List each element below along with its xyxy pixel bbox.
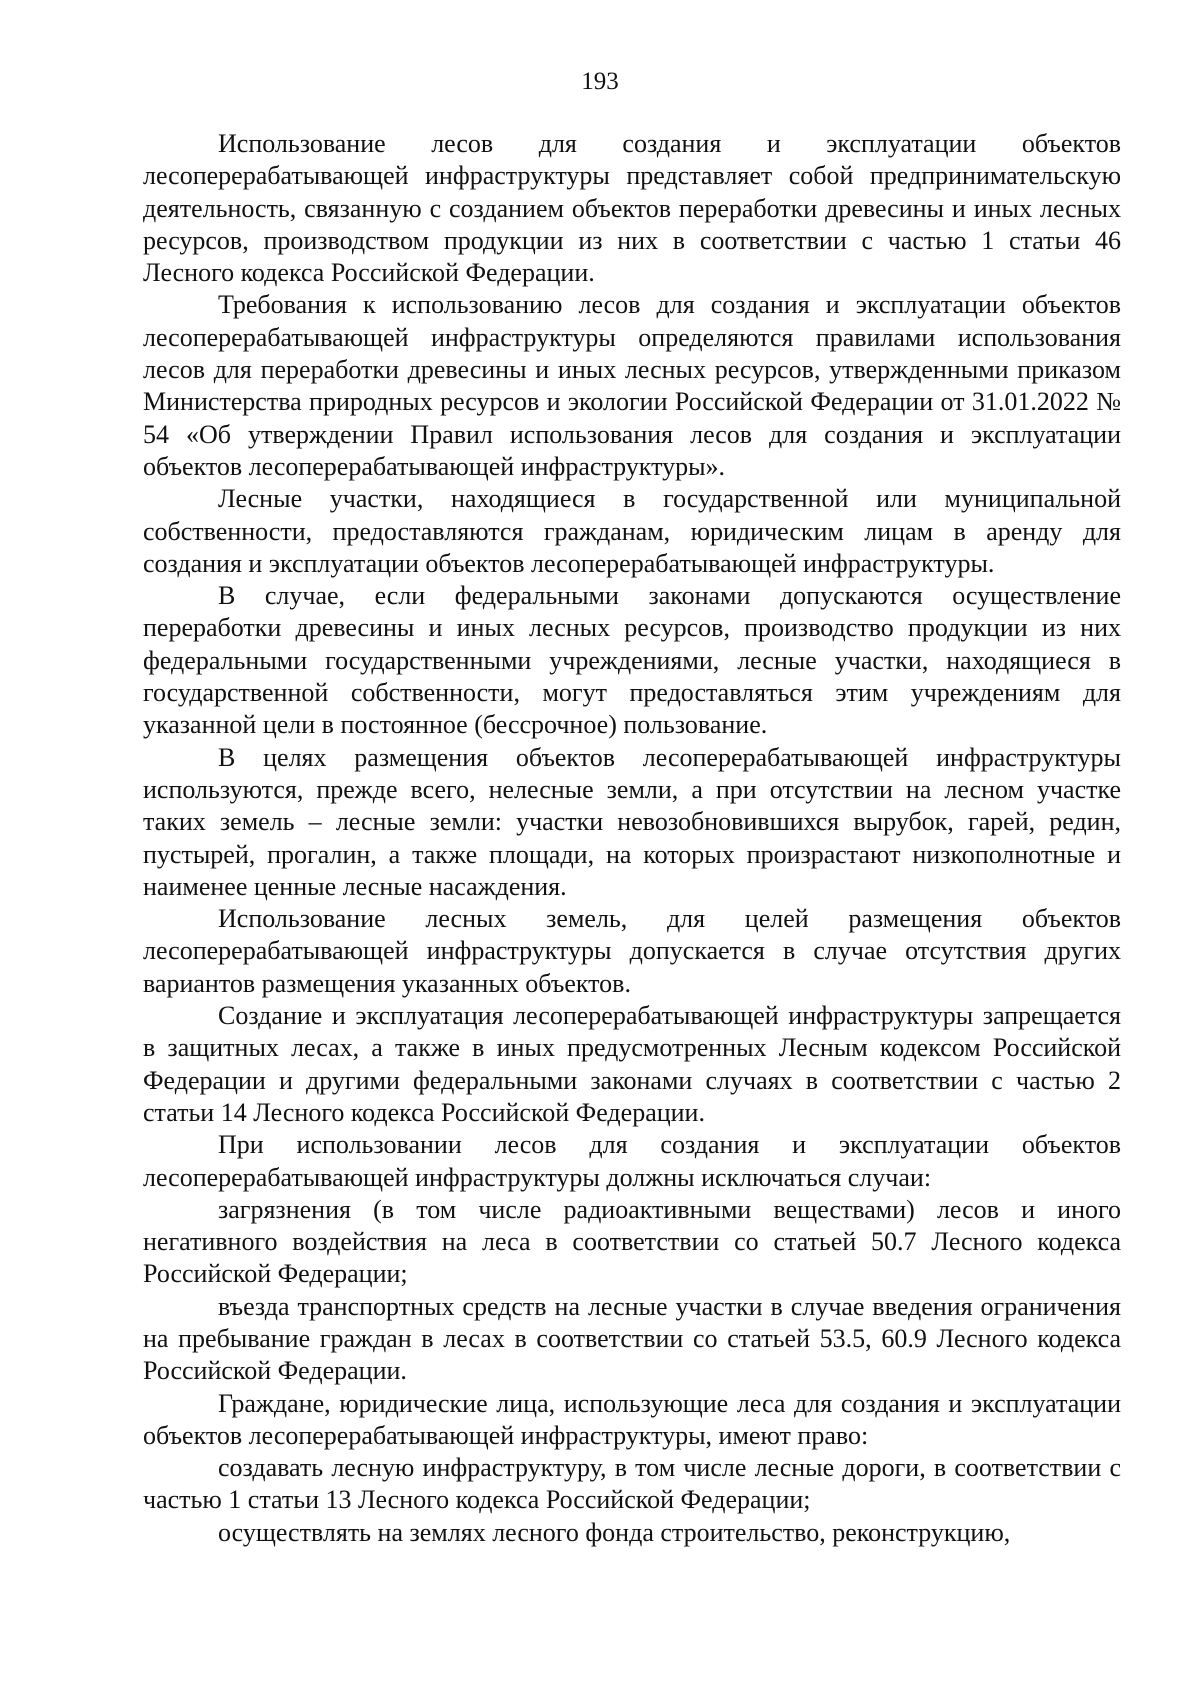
paragraph-lease: Лесные участки, находящиеся в государственной или муниципальной собственности, предоставляются гражданам, юридическим лицам в аренду для создания и эксплуатации объектов лесоперерабатывающей инфраструктуры.	[143, 484, 1121, 578]
list-item-vehicle-entry: въезда транспортных средств на лесные участки в случае введения ограничения на пребывание граждан в лесах в соответствии со статьей 53.5, 60.9 Лесного кодекса Российской Федерации.	[143, 1291, 1121, 1386]
list-item-create-infrastructure: создавать лесную инфраструктуру, в том числе лесные дороги, в соответствии с частью 1 статьи 13 Лесного кодекса Российской Федерации;	[143, 1453, 1121, 1515]
paragraph-forest-use-definition: Использование лесов для создания и эксплуатации объектов лесоперерабатывающей инфраструктуры представляет собой предпринимательскую деятельность, связанную с созданием объектов переработки древесины и иных лесных ресурсов, производством продукции из них в соответствии с частью 1 статьи 46 Лесного кодекса Российской Федерации.	[143, 129, 1121, 288]
paragraph-permanent-use: В случае, если федеральными законами допускаются осуществление переработки древесины и иных лесных ресурсов, производство продукции из них федеральными государственными учреждениями, лесные участки, находящиеся в государственной собственности, могут предоставляться этим учреждениям для указанной цели в постоянное (бессрочное) пользование.	[143, 581, 1121, 740]
document-body	[143, 128, 1121, 1549]
list-item-pollution: загрязнения (в том числе радиоактивными веществами) лесов и иного негативного воздействия на леса в соответствии со статьей 50.7 Лесного кодекса Российской Федерации;	[143, 1194, 1121, 1289]
paragraph-requirements: Требования к использованию лесов для создания и эксплуатации объектов лесоперерабатывающей инфраструктуры определяются правилами использования лесов для переработки древесины и иных лесных ресурсов, утвержденными приказом Министерства природных ресурсов и экологии Российской Федерации от 31.01.2022 № 54 «Об утверждении Правил использования лесов для создания и эксплуатации объектов лесоперерабатывающей инфраструктуры».	[143, 290, 1121, 481]
list-item-construction: осуществлять на землях лесного фонда строительство, реконструкцию,	[218, 1517, 1011, 1547]
page-number: 193	[581, 68, 619, 95]
paragraph-land-priority: В целях размещения объектов лесоперерабатывающей инфраструктуры используются, прежде всего, нелесные земли, а при отсутствии на лесном участке таких земель – лесные земли: участки невозобновившихся вырубок, гарей, редин, пустырей, прогалин, а также площади, на которых произрастают низкополнотные и наименее ценные лесные насаждения.	[143, 742, 1121, 901]
paragraph-excluded-cases: При использовании лесов для создания и эксплуатации объектов лесоперерабатывающей инфраструктуры должны исключаться случаи:	[143, 1130, 1121, 1192]
paragraph-forest-land-use: Использование лесных земель, для целей размещения объектов лесоперерабатывающей инфраструктуры допускается в случае отсутствия других вариантов размещения указанных объектов.	[143, 904, 1121, 998]
paragraph-prohibition: Создание и эксплуатация лесоперерабатывающей инфраструктуры запрещается в защитных лесах, а также в иных предусмотренных Лесным кодексом Российской Федерации и другими федеральными законами случаях в соответствии с частью 2 статьи 14 Лесного кодекса Российской Федерации.	[143, 1001, 1121, 1127]
paragraph-rights: Граждане, юридические лица, использующие леса для создания и эксплуатации объектов лесоперерабатывающей инфраструктуры, имеют право:	[143, 1388, 1121, 1450]
